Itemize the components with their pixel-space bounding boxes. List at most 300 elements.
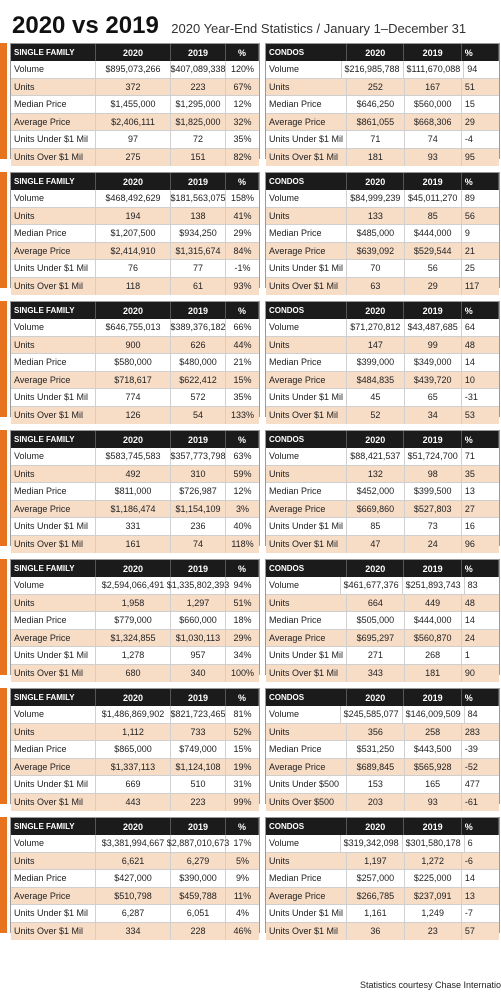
column-header: 2020 xyxy=(347,560,404,577)
table-cell: 223 xyxy=(171,79,226,96)
table-title: CONDOS xyxy=(266,302,347,319)
table-row xyxy=(266,853,499,871)
column-header: 2019 xyxy=(171,689,226,706)
row-label: Volume xyxy=(11,448,96,465)
region-block xyxy=(0,170,500,290)
table-header-row xyxy=(11,44,259,61)
region-side-tab xyxy=(0,559,7,675)
table-row xyxy=(266,79,499,97)
table-cell: 44% xyxy=(233,339,252,350)
table-cell: $1,295,000 xyxy=(171,96,226,113)
row-label: Units Over $1 Mil xyxy=(11,794,96,812)
page-header xyxy=(12,12,466,40)
column-header: 2020 xyxy=(96,44,171,61)
table-cell: 6,279 xyxy=(171,853,226,870)
row-label: Units Under $1 Mil xyxy=(266,131,347,148)
table-cell: 16 xyxy=(464,521,475,532)
column-header: 2020 xyxy=(96,818,171,835)
table-cell: 29% xyxy=(233,228,252,239)
table-cell: 85 xyxy=(347,518,404,535)
table-row xyxy=(266,888,499,906)
table-cell: 72 xyxy=(171,131,226,148)
column-header: 2020 xyxy=(347,431,404,448)
table-header-row xyxy=(266,44,499,61)
table-row xyxy=(266,665,499,683)
table-cell: 99% xyxy=(233,797,252,808)
table-cell: -6 xyxy=(464,855,473,866)
table-header-row xyxy=(266,431,499,448)
table-cell: $427,000 xyxy=(96,870,171,887)
table-cell: 957 xyxy=(171,647,226,664)
table-cell: 21% xyxy=(233,357,252,368)
table-cell: $319,342,098 xyxy=(341,835,403,852)
row-label: Median Price xyxy=(266,483,347,500)
row-label: Units xyxy=(11,724,96,741)
table-cell: 41% xyxy=(233,210,252,221)
table-cell: $3,381,994,667 xyxy=(96,835,171,852)
table-row xyxy=(266,647,499,665)
table-cell: $2,406,111 xyxy=(96,114,171,131)
table-header-row xyxy=(11,173,259,190)
table-cell: 1,197 xyxy=(347,853,404,870)
table-cell: 57 xyxy=(464,926,475,937)
single-family-table xyxy=(10,559,260,679)
column-header: % xyxy=(226,818,259,835)
table-cell: -61 xyxy=(464,797,478,808)
table-cell: 133% xyxy=(230,410,255,421)
table-cell: 132 xyxy=(347,466,404,483)
table-cell: 252 xyxy=(347,79,404,96)
region-side-tab xyxy=(0,688,7,804)
row-label: Units Under $1 Mil xyxy=(266,905,347,922)
row-label: Units Under $1 Mil xyxy=(11,647,96,664)
table-cell: $84,999,239 xyxy=(347,190,404,207)
condos-table xyxy=(265,172,500,292)
table-header-row xyxy=(11,302,259,319)
table-cell: 236 xyxy=(171,518,226,535)
table-row xyxy=(11,260,259,278)
table-cell: 1,297 xyxy=(171,595,226,612)
table-row xyxy=(266,337,499,355)
row-label: Units Over $1 Mil xyxy=(11,278,96,296)
table-cell: 93 xyxy=(405,794,462,812)
table-cell: 59% xyxy=(233,468,252,479)
table-cell: 492 xyxy=(96,466,171,483)
table-cell: $45,011,270 xyxy=(405,190,462,207)
region-block xyxy=(0,557,500,677)
table-cell: 228 xyxy=(171,923,226,941)
table-cell: 1,112 xyxy=(96,724,171,741)
row-label: Units Over $1 Mil xyxy=(266,536,347,554)
table-cell: 35 xyxy=(464,468,475,479)
column-header: % xyxy=(226,560,259,577)
table-row xyxy=(11,724,259,742)
table-row xyxy=(11,665,259,683)
row-label: Units Over $1 Mil xyxy=(266,923,347,941)
table-cell: 100% xyxy=(230,668,255,679)
table-cell: $695,297 xyxy=(347,630,404,647)
table-row xyxy=(11,741,259,759)
row-label: Median Price xyxy=(266,96,347,113)
table-cell: 46% xyxy=(233,926,252,937)
single-family-table xyxy=(10,688,260,808)
row-label: Median Price xyxy=(266,870,347,887)
table-row xyxy=(11,612,259,630)
table-cell: $565,928 xyxy=(405,759,462,776)
table-header-row xyxy=(266,302,499,319)
table-row xyxy=(11,483,259,501)
table-cell: 40% xyxy=(233,521,252,532)
table-cell: $443,500 xyxy=(405,741,462,758)
table-cell: $749,000 xyxy=(171,741,226,758)
table-row xyxy=(266,536,499,554)
table-cell: 147 xyxy=(347,337,404,354)
table-header-row xyxy=(11,431,259,448)
table-cell: 63% xyxy=(233,451,252,462)
column-header: 2019 xyxy=(171,173,226,190)
table-cell: $349,000 xyxy=(405,354,462,371)
table-cell: 572 xyxy=(171,389,226,406)
table-row xyxy=(11,776,259,794)
table-cell: 76 xyxy=(96,260,171,277)
column-header: 2019 xyxy=(171,431,226,448)
table-cell: 120% xyxy=(230,64,255,75)
column-header: 2019 xyxy=(404,818,461,835)
table-cell: $146,009,509 xyxy=(403,706,465,723)
table-row xyxy=(11,448,259,466)
table-header-row xyxy=(266,818,499,835)
column-header: 2020 xyxy=(96,689,171,706)
table-cell: 99 xyxy=(405,337,462,354)
table-cell: 283 xyxy=(464,726,480,737)
region-block xyxy=(0,299,500,419)
single-family-table xyxy=(10,43,260,163)
table-row xyxy=(266,794,499,812)
table-cell: $2,887,010,673 xyxy=(171,835,226,852)
table-row xyxy=(266,923,499,941)
table-cell: 10 xyxy=(464,374,475,385)
table-cell: $484,835 xyxy=(347,372,404,389)
table-cell: $531,250 xyxy=(347,741,404,758)
row-label: Units xyxy=(266,595,347,612)
table-title: SINGLE FAMILY xyxy=(11,302,96,319)
table-cell: 11% xyxy=(233,890,252,901)
table-cell: 774 xyxy=(96,389,171,406)
row-label: Volume xyxy=(11,706,96,723)
row-label: Units Under $1 Mil xyxy=(11,776,96,793)
table-cell: 6,051 xyxy=(171,905,226,922)
table-cell: 18% xyxy=(233,615,252,626)
table-cell: 63 xyxy=(347,278,404,296)
table-cell: 56 xyxy=(464,210,475,221)
table-cell: 94% xyxy=(233,580,252,591)
table-cell: 153 xyxy=(347,776,404,793)
single-family-table xyxy=(10,430,260,550)
column-header: % xyxy=(462,302,499,319)
table-header-row xyxy=(11,560,259,577)
table-row xyxy=(266,577,499,595)
table-cell: $357,773,798 xyxy=(171,448,226,465)
table-cell: 669 xyxy=(96,776,171,793)
table-cell: $181,563,075 xyxy=(171,190,226,207)
table-cell: $718,617 xyxy=(96,372,171,389)
row-label: Units xyxy=(11,466,96,483)
table-cell: $459,788 xyxy=(171,888,226,905)
table-cell: $895,073,266 xyxy=(96,61,171,78)
region-side-tab xyxy=(0,301,7,417)
row-label: Units xyxy=(266,208,347,225)
region-side-tab xyxy=(0,43,7,159)
table-cell: 66% xyxy=(233,322,252,333)
table-cell: $1,315,674 xyxy=(171,243,226,260)
row-label: Units xyxy=(266,466,347,483)
table-cell: $861,055 xyxy=(347,114,404,131)
table-cell: 158% xyxy=(230,193,255,204)
row-label: Units Under $1 Mil xyxy=(266,260,347,277)
row-label: Average Price xyxy=(11,630,96,647)
column-header: 2020 xyxy=(96,560,171,577)
table-row xyxy=(11,149,259,167)
table-cell: 3% xyxy=(235,503,249,514)
table-cell: $251,893,743 xyxy=(403,577,465,594)
table-cell: $257,000 xyxy=(347,870,404,887)
column-header: 2020 xyxy=(347,173,404,190)
row-label: Units xyxy=(11,337,96,354)
table-cell: $485,000 xyxy=(347,225,404,242)
table-cell: 97 xyxy=(96,131,171,148)
table-cell: 1,278 xyxy=(96,647,171,664)
table-row xyxy=(266,389,499,407)
column-header: % xyxy=(462,818,499,835)
table-cell: $510,798 xyxy=(96,888,171,905)
table-row xyxy=(266,114,499,132)
table-cell: $668,306 xyxy=(405,114,462,131)
column-header: 2020 xyxy=(347,818,404,835)
table-cell: 5% xyxy=(235,855,249,866)
table-cell: 82% xyxy=(233,152,252,163)
condos-table xyxy=(265,688,500,808)
row-label: Volume xyxy=(266,319,347,336)
table-cell: 181 xyxy=(347,149,404,167)
row-label: Units Under $1 Mil xyxy=(11,260,96,277)
row-label: Volume xyxy=(266,577,341,594)
table-row xyxy=(11,131,259,149)
table-row xyxy=(11,706,259,724)
region-block xyxy=(0,428,500,548)
table-cell: $622,412 xyxy=(171,372,226,389)
table-cell: 51% xyxy=(233,597,252,608)
table-cell: 15 xyxy=(464,99,475,110)
table-cell: $660,000 xyxy=(171,612,226,629)
table-row xyxy=(11,759,259,777)
row-label: Units Over $1 Mil xyxy=(11,407,96,425)
table-cell: $1,324,855 xyxy=(96,630,171,647)
table-cell: 12% xyxy=(233,99,252,110)
table-row xyxy=(11,905,259,923)
table-cell: 52% xyxy=(233,726,252,737)
table-row xyxy=(11,647,259,665)
table-row xyxy=(11,114,259,132)
table-cell: 13 xyxy=(464,890,475,901)
table-cell: 93% xyxy=(233,281,252,292)
table-row xyxy=(11,278,259,296)
table-cell: 90 xyxy=(464,668,475,679)
table-row xyxy=(11,79,259,97)
table-cell: $237,091 xyxy=(405,888,462,905)
table-cell: 275 xyxy=(96,149,171,167)
column-header: % xyxy=(462,689,499,706)
table-row xyxy=(11,794,259,812)
table-row xyxy=(266,372,499,390)
table-cell: 27 xyxy=(464,503,475,514)
table-row xyxy=(11,536,259,554)
table-cell: 25 xyxy=(464,263,475,274)
table-title: CONDOS xyxy=(266,560,347,577)
row-label: Average Price xyxy=(266,501,347,518)
column-header: % xyxy=(462,560,499,577)
table-header-row xyxy=(11,818,259,835)
table-cell: 161 xyxy=(96,536,171,554)
table-row xyxy=(266,630,499,648)
table-cell: 9 xyxy=(464,228,470,239)
table-cell: $390,000 xyxy=(171,870,226,887)
table-cell: $580,000 xyxy=(96,354,171,371)
table-row xyxy=(266,131,499,149)
row-label: Volume xyxy=(11,835,96,852)
credit-text: Statistics courtesy Chase Internatio xyxy=(360,980,501,990)
table-header-row xyxy=(266,173,499,190)
table-row xyxy=(11,354,259,372)
table-row xyxy=(266,354,499,372)
row-label: Average Price xyxy=(266,759,347,776)
row-label: Average Price xyxy=(266,888,347,905)
page-title: 2020 vs 2019 xyxy=(12,12,159,39)
table-cell: $71,270,812 xyxy=(347,319,404,336)
table-cell: 93 xyxy=(405,149,462,167)
table-cell: $560,870 xyxy=(405,630,462,647)
column-header: % xyxy=(226,44,259,61)
table-row xyxy=(11,61,259,79)
column-header: 2019 xyxy=(404,44,461,61)
table-cell: 6,287 xyxy=(96,905,171,922)
row-label: Units Over $1 Mil xyxy=(266,407,347,425)
table-row xyxy=(266,208,499,226)
row-label: Units Under $1 Mil xyxy=(11,131,96,148)
table-row xyxy=(266,319,499,337)
table-cell: 271 xyxy=(347,647,404,664)
column-header: 2020 xyxy=(96,431,171,448)
table-cell: 17% xyxy=(233,838,252,849)
table-cell: $399,000 xyxy=(347,354,404,371)
table-cell: 48 xyxy=(464,339,475,350)
region-block xyxy=(0,41,500,161)
table-cell: $1,337,113 xyxy=(96,759,171,776)
table-cell: $646,250 xyxy=(347,96,404,113)
table-cell: $266,785 xyxy=(347,888,404,905)
column-header: % xyxy=(462,173,499,190)
table-cell: 71 xyxy=(347,131,404,148)
table-cell: $639,092 xyxy=(347,243,404,260)
table-cell: -52 xyxy=(464,761,478,772)
table-cell: 165 xyxy=(405,776,462,793)
table-cell: $389,376,182 xyxy=(171,319,226,336)
row-label: Median Price xyxy=(11,483,96,500)
table-row xyxy=(11,630,259,648)
table-cell: 1,161 xyxy=(347,905,404,922)
table-cell: $439,720 xyxy=(405,372,462,389)
table-row xyxy=(11,208,259,226)
table-cell: 258 xyxy=(405,724,462,741)
table-row xyxy=(11,337,259,355)
table-cell: 70 xyxy=(347,260,404,277)
column-header: 2020 xyxy=(347,44,404,61)
table-cell: 45 xyxy=(347,389,404,406)
row-label: Median Price xyxy=(266,225,347,242)
column-header: 2019 xyxy=(171,560,226,577)
table-cell: $399,500 xyxy=(405,483,462,500)
table-cell: $560,000 xyxy=(405,96,462,113)
row-label: Units Over $1 Mil xyxy=(266,665,347,683)
table-cell: 680 xyxy=(96,665,171,683)
table-cell: 35% xyxy=(233,134,252,145)
table-cell: 89 xyxy=(464,193,475,204)
table-cell: 126 xyxy=(96,407,171,425)
table-row xyxy=(266,149,499,167)
table-cell: 1,958 xyxy=(96,595,171,612)
table-cell: $51,724,700 xyxy=(405,448,462,465)
row-label: Units Over $1 Mil xyxy=(266,278,347,296)
table-header-row xyxy=(266,560,499,577)
row-label: Volume xyxy=(266,835,341,852)
single-family-table xyxy=(10,817,260,937)
table-cell: 48 xyxy=(464,597,475,608)
table-row xyxy=(266,612,499,630)
table-cell: 29 xyxy=(464,116,475,127)
table-cell: 34 xyxy=(405,407,462,425)
region-block xyxy=(0,815,500,935)
table-cell: 12% xyxy=(233,486,252,497)
table-cell: 14 xyxy=(464,873,475,884)
column-header: 2019 xyxy=(404,302,461,319)
row-label: Average Price xyxy=(11,243,96,260)
column-header: % xyxy=(462,431,499,448)
column-header: 2019 xyxy=(171,302,226,319)
table-cell: $1,825,000 xyxy=(171,114,226,131)
table-row xyxy=(266,741,499,759)
row-label: Average Price xyxy=(266,630,347,647)
table-cell: $1,455,000 xyxy=(96,96,171,113)
table-cell: 356 xyxy=(347,724,404,741)
table-cell: 51 xyxy=(464,81,475,92)
table-cell: $669,860 xyxy=(347,501,404,518)
page-subtitle: 2020 Year-End Statistics / January 1–December 31 xyxy=(171,21,467,36)
table-cell: $245,585,077 xyxy=(341,706,403,723)
table-cell: $407,089,338 xyxy=(171,61,226,78)
row-label: Units xyxy=(11,79,96,96)
table-cell: 21 xyxy=(464,245,475,256)
table-cell: 14 xyxy=(464,357,475,368)
table-row xyxy=(11,225,259,243)
table-cell: 13 xyxy=(464,486,475,497)
column-header: % xyxy=(226,302,259,319)
table-cell: $301,580,178 xyxy=(403,835,465,852)
table-cell: 56 xyxy=(405,260,462,277)
table-row xyxy=(266,448,499,466)
table-title: SINGLE FAMILY xyxy=(11,560,96,577)
row-label: Units Under $1 Mil xyxy=(11,518,96,535)
region-block xyxy=(0,686,500,806)
table-cell: 9% xyxy=(235,873,249,884)
